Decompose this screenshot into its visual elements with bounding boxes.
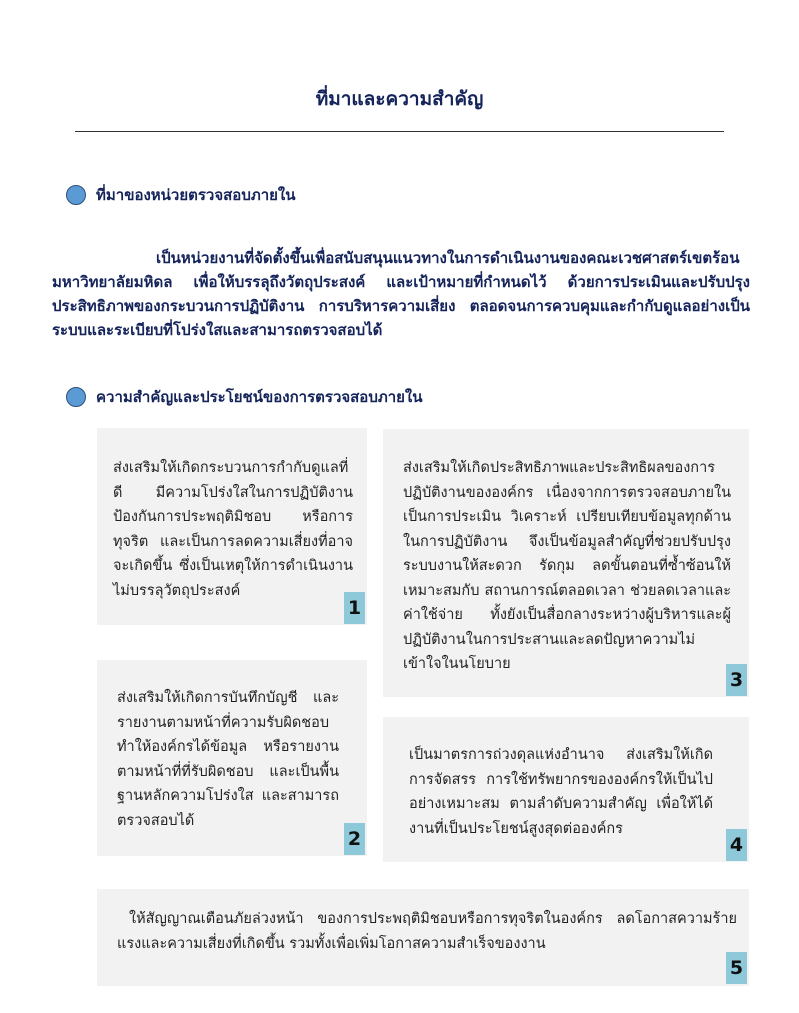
circle-bullet-icon [66,185,86,205]
benefit-number-badge: 4 [726,829,747,861]
benefit-card-3 [383,429,749,697]
title-divider [75,131,724,132]
benefit-number-badge: 2 [344,823,365,855]
benefit-card-2 [97,660,367,856]
benefit-number-badge: 3 [726,664,747,696]
benefit-card-4 [383,717,749,862]
benefit-number-badge: 1 [344,592,365,624]
benefit-card-text: ให้สัญญาณเตือนภัยล่วงหน้า ของการประพฤติมิชอบหรือการทุจริตในองค์กร ลดโอกาสความร้ายแรงและความเสี่ยงที่เกิดขึ้น รวมทั้งเพื่อเพิ่มโอกาสความสำเร็จของงาน [117,911,737,952]
section-heading-importance [66,385,423,409]
benefit-card-text: เป็นมาตรการถ่วงดุลแห่งอำนาจ ส่งเสริมให้เกิดการจัดสรร การใช้ทรัพยากรขององค์กรให้เป็นไปอย่างเหมาะสม ตามลำดับความสำคัญ เพื่อให้ได้งานที่เป็นประโยชน์สูงสุดต่อองค์กร [409,747,713,837]
benefit-card-text: ส่งเสริมให้เกิดประสิทธิภาพและประสิทธิผลของการปฏิบัติงานขององค์กร เนื่องจากการตรวจสอบภายใน เป็นการประเมิน วิเคราะห์ เปรียบเทียบข้อมูลทุกด้านในการปฏิบัติงาน จึงเป็นข้อมูลสำคัญที่ช่วยปรับปรุงระบบงานให้สะดวก รัดกุม ลดขั้นตอนที่ซ้ำซ้อนให้เหมาะสมกับ สถานการณ์ตลอดเวลา ช่วยลดเวลาและค่าใช้จ่าย ทั้งยังเป็นสื่อกลางระหว่างผู้บริหารและผู้ปฏิบัติงานในการประสานและลดปัญหาความไม่เข้าใจในนโยบาย [403,460,731,672]
page-title: ที่มาและความสำคัญ [315,88,484,110]
origin-paragraph: เป็นหน่วยงานที่จัดตั้งขึ้นเพื่อสนับสนุนแนวทางในการดำเนินงานของคณะเวชศาสตร์เขตร้อน มหาวิทยาลัยมหิดล เพื่อให้บรรลุถึงวัตถุประสงค์ และเป้าหมายที่กำหนดไว้ ด้วยการประเมินและปรับปรุงประสิทธิภาพของกระบวนการปฏิบัติงาน การบริหารความเสี่ยง ตลอดจนการควบคุมและกำกับดูแลอย่างเป็นระบบและระเบียบที่โปร่งใสและสามารถตรวจสอบได้ [52,249,750,339]
benefit-card-5 [97,889,749,986]
circle-bullet-icon [66,387,86,407]
benefit-number-badge: 5 [726,952,747,984]
benefit-card-text: ส่งเสริมให้เกิดกระบวนการกำกับดูแลที่ดี มีความโปร่งใสในการปฏิบัติงาน ป้องกันการประพฤติมิชอบ หรือการทุจริต และเป็นการลดความเสี่ยงที่อาจจะเกิดขึ้น ซึ่งเป็นเหตุให้การดำเนินงานไม่บรรลุวัตถุประสงค์ [113,460,353,599]
section-heading-origin-label: ที่มาของหน่วยตรวจสอบภายใน [96,186,296,204]
benefit-card-text: ส่งเสริมให้เกิดการบันทึกบัญชี และรายงานตามหน้าที่ความรับผิดชอบ ทำให้องค์กรได้ข้อมูล หรือรายงานตามหน้าที่ที่รับผิดชอบ และเป็นพื้นฐานหลักความโปร่งใส และสามารถตรวจสอบได้ [117,690,339,829]
benefit-card-1 [97,428,367,625]
section-heading-origin [66,183,296,207]
section-heading-importance-label: ความสำคัญและประโยชน์ของการตรวจสอบภายใน [96,388,423,406]
